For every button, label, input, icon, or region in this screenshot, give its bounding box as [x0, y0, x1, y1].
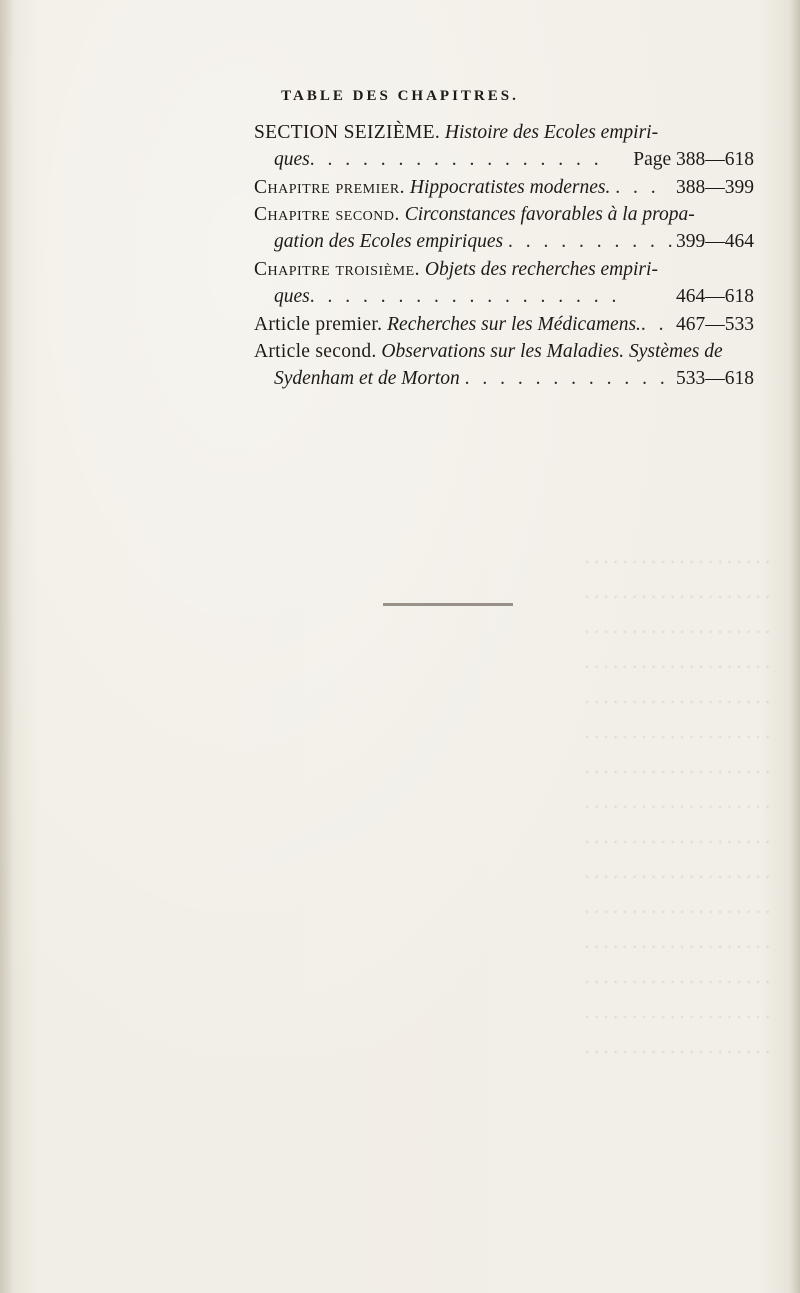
toc-entry-pages: 464—618 [676, 286, 754, 307]
toc-entry-pages: 533—618 [676, 368, 754, 389]
toc-entry-pages: 399—464 [676, 231, 754, 252]
toc-entry-label: Article premier. [254, 314, 383, 335]
toc-entry-article-second-line2 [274, 366, 754, 392]
toc-leader-dots: . . . . . . . . . . . . [464, 368, 669, 389]
toc-entry-chapitre-second-line1 [254, 202, 754, 228]
toc-entry-chapitre-premier [254, 175, 754, 201]
toc-entry-title-b: Systèmes de [628, 341, 723, 362]
toc-entry-title: Objets des recherches empiri- [424, 259, 658, 280]
toc-entry-pages: 467—533 [676, 314, 754, 335]
toc-entry-title: Hippocratistes modernes. [409, 177, 611, 198]
toc-entry-title: Histoire des Ecoles empiri- [444, 122, 659, 143]
toc-entry-title: Circonstances favorables à la propa- [404, 204, 695, 225]
toc-leader-dots: . . [640, 314, 668, 335]
toc-entry-label: Article second. [254, 341, 377, 362]
toc-entry-title-cont: ques [274, 149, 310, 170]
toc-entry-article-second-line1 [254, 339, 754, 365]
toc-entry-section-line1 [254, 120, 754, 146]
toc-entry-title-cont: Sydenham et de Morton [274, 368, 460, 389]
toc-entry-chapitre-second-line2 [274, 229, 754, 255]
toc-entry-chapitre-troisieme-line1 [254, 257, 754, 283]
page-spine-shadow [0, 0, 14, 1293]
page-edge-shadow [790, 0, 800, 1293]
toc-entry-pages: 388—399 [676, 177, 754, 198]
toc-entry-label: Chapitre troisième. [254, 259, 421, 280]
toc-leader-dots: . . . . . . . . . . . . . . . . . [309, 149, 603, 170]
toc-entry-section-line2 [274, 147, 754, 173]
toc-entry-pages: Page 388—618 [633, 149, 754, 170]
toc-entry-title: Observations sur les Maladies. [381, 341, 625, 362]
toc-leader-dots: . . . . . . . . . . . . . . . . . . [309, 286, 621, 307]
toc-leader-dots: . . . . . . . . . . [507, 231, 677, 252]
toc-entry-label: Chapitre second. [254, 204, 400, 225]
toc-entry-label: Chapitre premier. [254, 177, 406, 198]
toc-entry-title: Recherches sur les Médicamens. [387, 314, 641, 335]
toc-entry-chapitre-troisieme-line2 [274, 284, 754, 310]
show-through-text: . . . . . . . . . . . . . . . . . . . . . . . . . . . . . . . . . . . . . . . . . . . . . . . . . . . . . . . . . . . . . . . . . . . . . . . . . . . . . . . . . . . . . . . . . . . . . . . . . . . . . . . . . . . . . . . . . . . . . . . . . . . . . . . . . . . . . . . . . . . . . . . . . . . . . . . . . . . . . . . . . . . . . . . . . . . . . . . . . . . . . . . . . . . . . . . . . . . . . . . . . . . . . . . . . . . . . . . . . . . . . . . . . . . . . . . . . . . . . . . . . . . . . . . . . . . . . . . . . . . . . . . . . . . . . . . . . . . . . . . . . . . . . . . . . . . . . . . . . . . . [584, 547, 770, 1058]
toc-entry-label: SECTION SEIZIÈME. [254, 122, 440, 143]
toc-entry-title-cont: ques [274, 286, 310, 307]
page-heading: TABLE DES CHAPITRES. [281, 88, 519, 104]
toc-entry-article-premier [254, 312, 754, 338]
toc-leader-dots: . . . [615, 177, 660, 198]
toc-entry-title-cont: gation des Ecoles empiriques [274, 231, 504, 252]
